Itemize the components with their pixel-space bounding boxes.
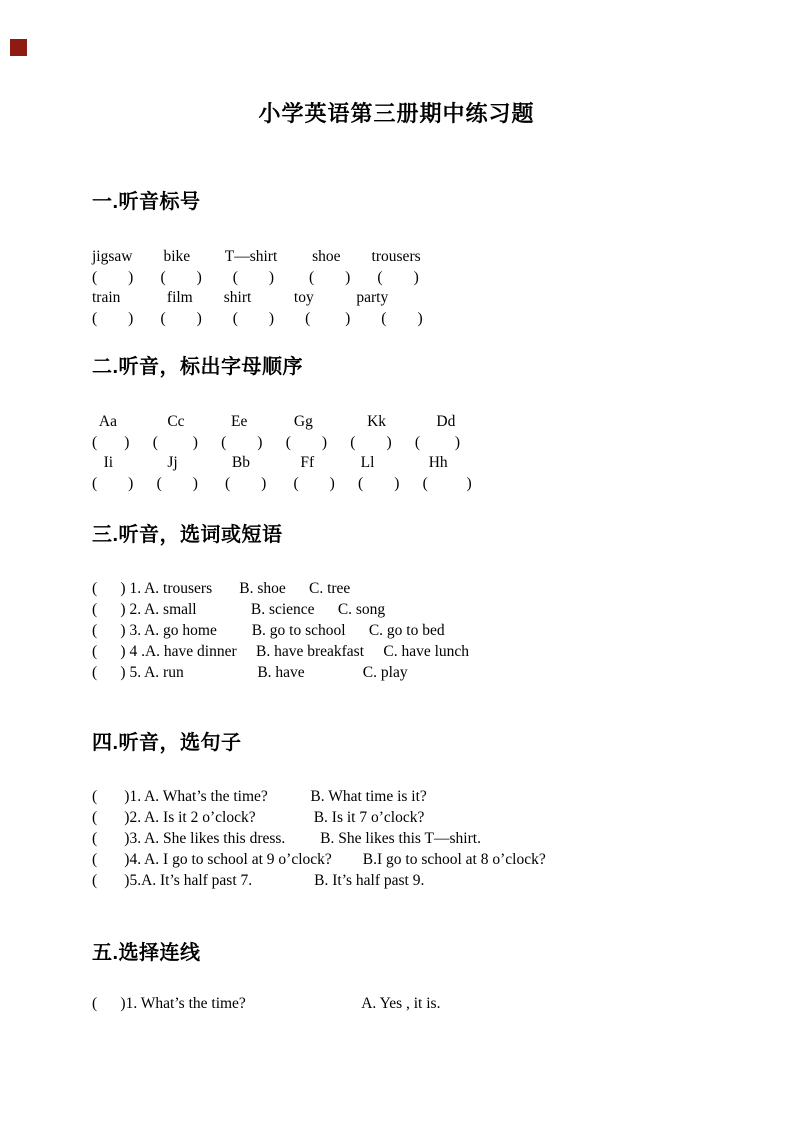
sentence-item-5: ( )5.A. It’s half past 7. B. It’s half past 9. bbox=[92, 872, 425, 889]
section-listen-choose-sentence bbox=[92, 732, 753, 891]
worksheet-content bbox=[0, 191, 793, 1015]
section-4-body bbox=[92, 786, 753, 891]
answer-blank-row-1: ( ) ( ) ( ) ( ) ( ) ( ) bbox=[92, 433, 461, 451]
word-row-2: train film shirt toy party bbox=[92, 289, 389, 306]
choice-item-2: ( ) 2. A. small B. science C. song bbox=[92, 601, 386, 618]
section-1-body bbox=[92, 247, 753, 329]
section-5-body bbox=[92, 994, 753, 1015]
section-2-body bbox=[92, 412, 753, 494]
sentence-item-3: ( )3. A. She likes this dress. B. She likes this T—shirt. bbox=[92, 830, 481, 847]
answer-blank-row-1: ( ) ( ) ( ) ( ) ( ) bbox=[92, 268, 419, 286]
section-5-heading: 五.选择连线 bbox=[92, 942, 201, 964]
section-4-heading: 四.听音，选句子 bbox=[92, 732, 242, 754]
sentence-item-2: ( )2. A. Is it 2 o’clock? B. Is it 7 o’clock? bbox=[92, 809, 425, 826]
letter-row-2: Ii Jj Bb Ff Ll Hh bbox=[92, 454, 448, 471]
section-listen-and-number bbox=[92, 191, 753, 329]
page-title: 小学英语第三册期中练习题 bbox=[258, 101, 535, 126]
section-listen-choose-word bbox=[92, 524, 753, 683]
section-3-heading: 三.听音，选词或短语 bbox=[92, 524, 283, 546]
match-item-1: ( )1. What’s the time? A. Yes , it is. bbox=[92, 995, 441, 1012]
corner-mark bbox=[10, 39, 27, 56]
letter-row-1: Aa Cc Ee Gg Kk Dd bbox=[92, 413, 456, 430]
section-3-body bbox=[92, 578, 753, 683]
choice-item-3: ( ) 3. A. go home B. go to school C. go to bed bbox=[92, 622, 445, 639]
answer-blank-row-2: ( ) ( ) ( ) ( ) ( ) ( ) bbox=[92, 474, 472, 492]
section-listen-letter-order bbox=[92, 356, 753, 494]
section-2-heading: 二.听音，标出字母顺序 bbox=[92, 356, 304, 378]
section-choose-and-match bbox=[92, 942, 753, 1015]
choice-item-4: ( ) 4 .A. have dinner B. have breakfast C. have lunch bbox=[92, 643, 470, 660]
word-row-1: jigsaw bike T—shirt shoe trousers bbox=[92, 248, 421, 265]
choice-item-1: ( ) 1. A. trousers B. shoe C. tree bbox=[92, 580, 351, 597]
sentence-item-4: ( )4. A. I go to school at 9 o’clock? B.I go to school at 8 o’clock? bbox=[92, 851, 546, 868]
section-1-heading: 一.听音标号 bbox=[92, 191, 201, 213]
sentence-item-1: ( )1. A. What’s the time? B. What time is it? bbox=[92, 788, 427, 805]
choice-item-5: ( ) 5. A. run B. have C. play bbox=[92, 664, 408, 681]
answer-blank-row-2: ( ) ( ) ( ) ( ) ( ) bbox=[92, 309, 423, 327]
